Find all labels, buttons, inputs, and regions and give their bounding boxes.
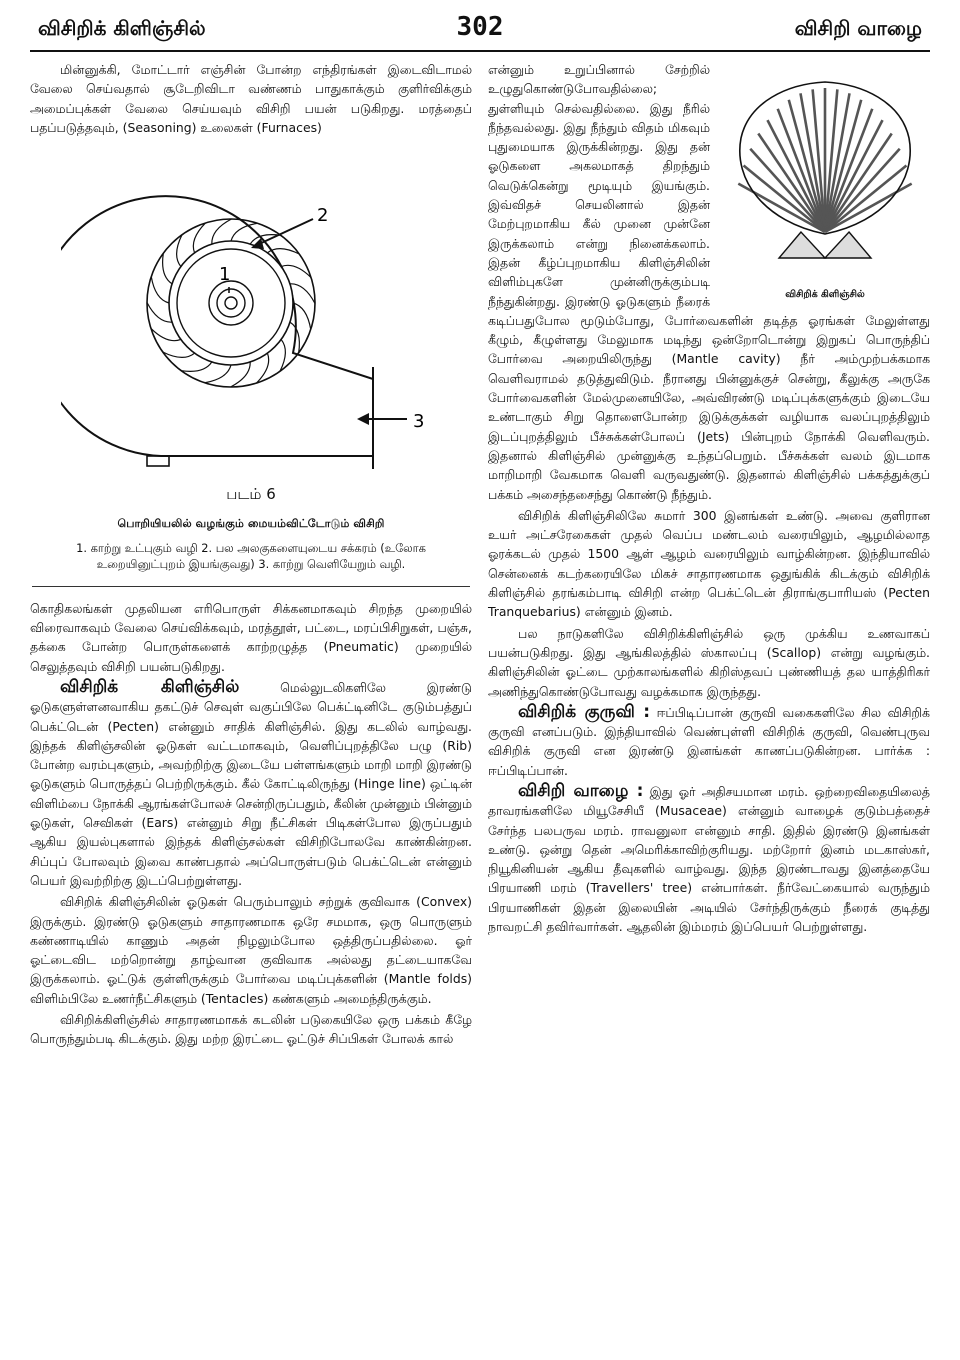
right-column [488, 60, 930, 1051]
two-column-body [30, 60, 930, 1051]
figure-label-1: 1 [219, 264, 231, 286]
entry-title-viciri-vaazhai: விசிறி வாழை : [518, 780, 644, 801]
paragraph-food-use: பல நாடுகளிலே விசிறிக்கிளிஞ்சில் ஒரு முக்கிய உணவாகப் பயன்படுகிறது. இது ஆங்கிலத்தில் ஸ்காலப்பு (Scallop) என்று வழங்கும். கிளிஞ்சிலின் ஓட்டை முற்காலங்களில் கிறிஸ்தவப் புண்ணியத் தல யாத்திரிகர் அணிந்துகொண்டுபோவது வழக்கமாக இருந்தது. [488, 625, 930, 699]
figure-title: படம் 6 [226, 485, 276, 504]
entry-title-vicirik-kuruvi: விசிறிக் குருவி : [518, 701, 651, 722]
paragraph-shell-habitat: விசிறிக்கிளிஞ்சில் சாதாரணமாகக் கடலின் படுகையிலே ஒரு பக்கம் கீழே பொருந்தும்படி கிடக்கும். இது மற்ற இரட்டை ஓட்டுச் சிப்பிகள் போலக் கால் [30, 1012, 472, 1047]
left-column [30, 60, 472, 1051]
shell-rib [825, 93, 850, 232]
figure-legend: 1. காற்று உட்புகும் வழி 2. பல அலகுகளையுடைய சக்கரம் (உலோக உறையினுட்புறம் இயங்குவது) 3. காற்று வெளியேறும் வழி. [76, 540, 426, 571]
entry-title-vicirik-kilinjil: விசிறிக் கிளிஞ்சில் [60, 676, 240, 697]
paragraph-swimming: என்னும் உறுப்பினால் சேற்றில் உழுதுகொண்டுபோவதில்லை; துள்ளியும் செல்வதில்லை. இது நீரில் நீந்தவல்லது. இது நீந்தும் விதம் மிகவும் புதுமையாக இருக்கின்றது. இது தன் ஓடுகளை அகலமாகத் திறந்தும் வெடுக்கென்று மூடியும் இயங்கும். இவ்விதச் செயலினால் இதன் மேற்புறமாகிய கீல் முனை முன்னே இருக்கலாம் என்று நினைக்கலாம். இதன் கீழ்ப்புறமாகிய கிளிஞ்சிலின் விளிம்புகளே முன்னிருக்கும்படி நீந்துகின்றது. இரண்டு ஓடுகளும் நீரைக் கடிப்பதுபோல மூடும்போது, போர்வைகளின் தடித்த ஓரங்கள் மேலுள்ளது கீழும், கீழுள்ளது மேலுமாக மடிந்து ஒன்றோடொன்று இறுகப் பொருந்திப் போர்வை அறையிலிருந்து (Mantle cavity) நீர் அம்முற்பக்கமாக வெளிவராமல் தடுத்துவிடும். நீரானது பின்னுக்குச் சென்று, கீலுக்கு அருகே போர்வைகளின் மேல்முனையிலே, அவ்விரண்டு மடிப்புக்களுக்கும் இடையே உண்டாகும் சிறு தொளைபோன்ற இடுக்குக்கள் வழியாக வலப்புறத்திலும் இடப்புறத்திலும் பீச்சுக்கள்போலப் (Jets) பின்புறம் நோக்கி வெளிவரும். இதனால் கிளிஞ்சில் முன்னுக்கு உந்தப்பெறும். பீச்சுக்கள் வலம் இடமாக மாறிமாறி வேகமாக வெளி வருவதுண்டு. இதனால் கிளிஞ்சில் பக்கத்துக்குப் பக்கம் அசைந்தசைந்து கொண்டு நீந்தும். [488, 62, 930, 502]
figure-subtitle: பொறியியலில் வழங்கும் மையம்விட்டோடும் விசிறி [117, 517, 385, 531]
entry-text-vicirik-kuruvi: ஈப்பிடிப்பான் குருவி வகைகளிலே சில விசிறிக் குருவி எனப்படும். இந்தியாவில் வெண்புள்ளி விசிறிக் குருவி, வெண்புருவ விசிறிக் குருவி என இரண்டு இனங்கள் காணப்படுகின்றன. பார்க்க : ஈப்பிடிப்பான். [488, 704, 930, 778]
shell-ribs [738, 88, 911, 232]
section-divider [32, 586, 470, 587]
entry-text-viciri-vaazhai: இது ஓர் அதிசயமான மரம். ஒற்றைவிதையிலைத் தாவரங்களிலே மியூசேசியீ (Musaceae) என்னும் வாழைக் குடும்பத்தைச் சேர்ந்த பலபருவ மரம். ராவனுலா என்னும் சாதி. இதில் இரண்டு இனங்கள் உண்டு. ஒன்று தென் அமெரிக்காவிற்குரியது. மற்றோர் இனம் மடகாஸ்கர், நியூகினியன் ஆகிய தீவுகளில் வாழ்வது. இந்த இரண்டாவது இனத்தையே பிரயாணி மரம் (Travellers' tree) என்பார்கள். நீர்வேட்கையால் வருந்தும் பிரயாணிகள் இதன் இலையின் அடியில் சேர்ந்திருக்கும் நீரைக் குடித்து நாவறட்சி தவிர்வார்கள். ஆதலின் இம்மரம் இப்பெயர் பெற்றுள்ளது. [488, 783, 930, 935]
page-number: 302 [456, 12, 504, 42]
entry-viciri-vaazhai [488, 782, 930, 936]
arrow-3-head [357, 413, 369, 425]
impeller-blade [181, 362, 212, 371]
shell-ear-right [825, 232, 871, 258]
figure-label-2: 2 [317, 205, 329, 227]
scallop-shell-illustration [725, 62, 925, 272]
impeller-blade [280, 340, 285, 372]
impeller-blade [177, 235, 182, 267]
paragraph-shell-valves: விசிறிக் கிளிஞ்சிலின் ஓடுகள் பெரும்பாலும் சற்றுக் குவிவாக (Convex) இருக்கும். இரண்டு ஓடுகளும் சாதாரணமாக ஒரே சமமாக, ஒரு பொருளும் கண்ணாடியில் காணும் அதன் நிழலும்போல ஒத்திருப்பதில்லை. ஓர் ஓட்டைவிட மற்றொன்று தாழ்வான குவிவாக அல்லது தட்டையாகவே இருக்கலாம். ஓட்டுக் குள்ளிருக்கும் போர்வை மடிப்புக்களின் (Mantle folds) விளிம்பிலே உணர்நீட்சிகளும் (Tentacles) கண்களும் அமைந்திருக்கும். [30, 894, 472, 1006]
entry-vicirik-kilinjil [30, 678, 472, 890]
paragraph-after-figure: கொதிகலங்கள் முதலியன எரிபொருள் சிக்கனமாகவும் சிறந்த முறையில் விரைவாகவும் வேலை செய்விக்கவும், மரத்தூள், பட்டை, மரப்பிசிறுகள், பஞ்சு, தக்கை போன்ற பொருள்களைக் காற்றழுத்த (Pneumatic) முறையில் செலுத்தவும் விசிறி பயன்படுகிறது. [30, 600, 472, 674]
paragraph-species-distribution: விசிறிக் கிளிஞ்சிலிலே சுமார் 300 இனங்கள் உண்டு. அவை குளிரான உயர் அட்சரேகைகள் முதல் வெப்ப மண்டலம் வரையிலும், ஆழமில்லாத ஓரக்கடல் முதல் 1500 ஆள் ஆழம் வரையிலும் வாழ்கின்றன. இந்தியாவில் சென்னைக் கடற்கரையிலே மிகச் சாதாரணமாக ஒதுங்கிக் கிடக்கும் விசிறிக் கிளிஞ்சில் தரங்கம்பாடி விசிறி என்ற பெக்ட்டென் திராங்குபாரியஸ் (Pecten Tranquebarius) என்னும் இனம். [488, 507, 930, 620]
header-right-title: விசிறி வாழை [794, 16, 922, 40]
figure-label-3: 3 [413, 411, 425, 433]
impeller-blade [231, 223, 257, 241]
impeller-blade [151, 277, 169, 303]
centrifugal-fan-diagram [61, 143, 441, 483]
arrow-2-shaft [257, 219, 313, 245]
impeller-blade [163, 352, 195, 357]
fan-base-foot [147, 456, 169, 466]
impeller-blade [205, 365, 231, 383]
impeller-inner-ring [169, 241, 293, 365]
shell-ear-left [779, 232, 825, 258]
intro-paragraph: மின்னுக்கி, மோட்டார் எஞ்சின் போன்ற எந்திரங்கள் இடைவிடாமல் வேலை செய்வதால் சூடேறிவிடா வண்ணம் பாதுகாக்கும் குளிர்விக்கும் அமைப்புக்கள் வேலை செய்யவும் விசிறி பயன் படுகிறது. மரத்தைப் பதப்படுத்தவும், (Seasoning) உலைகள் (Furnaces) [30, 62, 472, 135]
entry-text-vicirik-kilinjil: மெல்லுடலிகளிலே இரண்டு ஓடுகளுள்ளனவாகிய தகட்டுச் செவுள் வகுப்பிலே பெக்ட்டினிடே குடும்பத்துப் பெக்ட்டென் (Pecten) என்னும் சாதிக் கிளிஞ்சில். இது கடலில் வாழ்வது. இந்தக் கிளிஞ்சலின் ஓடுகள் வட்டமாகவும், வெளிப்புறத்திலே பழு (Rib) போன்ற வரம்புகளும், அவற்றிற்கு இடையே பள்ளங்களும் மாறி மாறி இரண்டு ஓடுகளும் பொருத்தப் பெற்றிருக்கும். கீல் கோட்டிலிருந்து (Hinge line) ஒட்டின் விளிம்பை நோக்கி ஆரங்கள்போலச் சென்றிருப்பதும், கீலின் முன்னும் பின்னும் ஓடுகள், செவிகள் (Ears) என்னும் சிறு நீட்சிகள் பிடிகள்போல இருப்பதும் ஆகிய இயல்புகளால் இந்தக் கிளிஞ்சல்கள் விசிறிபோலவே காண்கின்றன. சிப்புப் போலவும் இவை காண்பதால் அப்பொருள்படும் பெக்ட்டென் என்னும் பெயர் இவற்றிற்கு இடப்பெற்றுள்ளது. [30, 679, 472, 888]
shell-rib [800, 93, 825, 232]
header-left-title: விசிறிக் கிளிஞ்சில் [38, 16, 206, 40]
running-header [30, 12, 930, 52]
impeller-blade [163, 253, 172, 284]
fan-figure [30, 143, 472, 572]
shell-figure [720, 62, 930, 305]
shell-caption: விசிறிக் கிளிஞ்சில் [785, 289, 865, 301]
entry-vicirik-kuruvi [488, 703, 930, 780]
